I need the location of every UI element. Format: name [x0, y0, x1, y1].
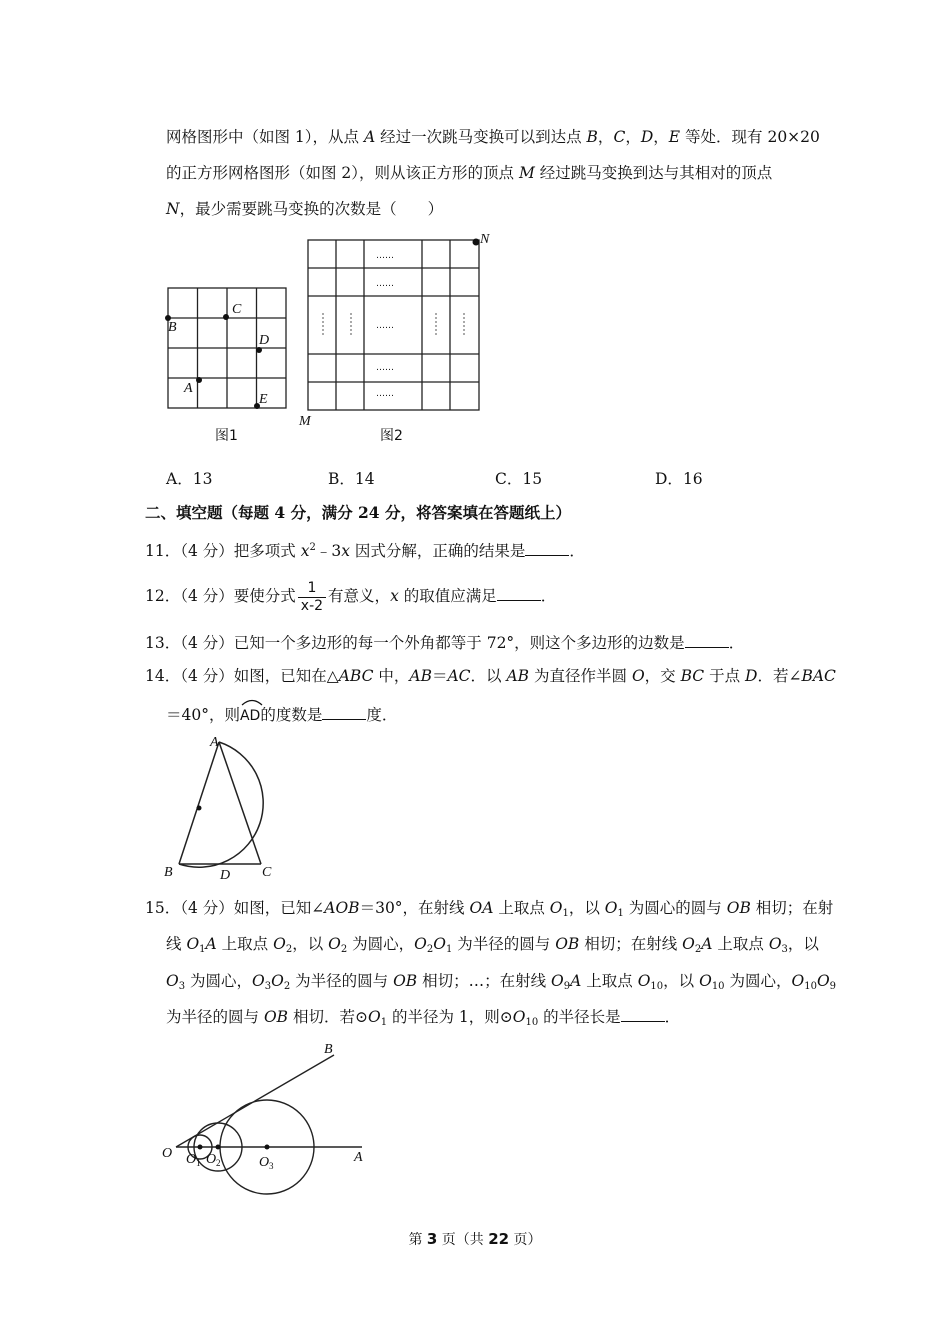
- question-15-line1: 15．（4 分）如图，已知∠AOB＝30°，在射线 OA 上取点 $O_1$，以 $O_1$ 为圆心的圆与 OB 相切；在射: [145, 899, 834, 919]
- question-15-line3: $O_3$ 为圆心，$O_3O_2$ 为半径的圆与 OB 相切；…；在射线 $O_9A$ 上取点 $O_{10}$，以 $O_{10}$ 为圆心，$O_{10}O_9$: [166, 972, 837, 992]
- svg-text:……: ……: [376, 279, 394, 289]
- question-15-line4: 为半径的圆与 OB 相切．若$⊙O_1$ 的半径为 1，则$⊙O_{10}$ 的半径长是 ．: [166, 1008, 681, 1028]
- page-number: 3: [426, 1230, 438, 1248]
- label-n: N: [480, 232, 490, 247]
- answer-blank[interactable]: [621, 1007, 665, 1022]
- option-b[interactable]: B．14: [328, 470, 375, 488]
- label-o1: O: [186, 1152, 197, 1167]
- svg-text:……: ……: [376, 363, 394, 373]
- point-a-dot: [196, 377, 202, 383]
- label-a: A: [354, 1150, 363, 1165]
- svg-text:1: 1: [196, 1158, 201, 1168]
- arc-ad: AD: [240, 702, 260, 727]
- q10-line2: 的正方形网格图形（如图 2），则从该正方形的顶点 M 经过跳马变换到达与其相对的顶点: [166, 164, 773, 182]
- label-o3: O: [259, 1155, 270, 1170]
- label-m: M: [299, 414, 311, 429]
- svg-text:2: 2: [216, 1158, 221, 1168]
- figure-1-caption: 图1: [215, 428, 238, 444]
- label-o: O: [162, 1146, 173, 1161]
- fraction: $\frac{1}{x-2}$: [298, 580, 326, 615]
- figure-2-grid: [296, 228, 498, 450]
- answer-blank[interactable]: [525, 541, 569, 556]
- answer-blank[interactable]: [497, 586, 541, 601]
- point-d: D: [640, 128, 654, 146]
- page-footer: 第 3 页（共 22 页）: [408, 1230, 542, 1248]
- label-c: C: [232, 302, 242, 317]
- label-b: B: [168, 320, 177, 335]
- label-d: D: [220, 868, 231, 883]
- figure-15-circles: [160, 1036, 375, 1201]
- point-c-dot: [223, 314, 229, 320]
- label-d: D: [259, 333, 270, 348]
- page-total: 22: [488, 1230, 510, 1248]
- question-11: 11．（4 分）把多项式 $x^2﹣3x$ 因式分解，正确的结果是 ．: [145, 542, 585, 560]
- point-n-dot: [473, 239, 480, 246]
- figure-1-grid: [160, 280, 290, 450]
- center-o-dot: [197, 806, 202, 811]
- q10-text: 网格图形中（如图 1），从点: [166, 128, 364, 146]
- q10-text: 等处．现有 20×20: [680, 128, 820, 146]
- q10-text: 经过一次跳马变换可以到达点: [375, 128, 587, 146]
- label-o2: O: [206, 1152, 217, 1167]
- point-e: E: [668, 128, 681, 146]
- svg-text:……: ……: [376, 251, 394, 261]
- question-13: 13．（4 分）已知一个多边形的每一个外角都等于 72°，则这个多边形的边数是 ．: [145, 634, 745, 652]
- point-a: A: [363, 128, 376, 146]
- point-b: B: [586, 128, 598, 146]
- point-n: N: [166, 200, 180, 218]
- label-c: C: [262, 865, 272, 880]
- label-a: A: [184, 381, 193, 396]
- figure-2-caption: 图2: [380, 428, 403, 444]
- section-2-heading: 二、填空题（每题 4 分，满分 24 分，将答案填在答题纸上）: [145, 503, 571, 522]
- svg-text:3: 3: [269, 1161, 274, 1171]
- label-a: A: [210, 735, 219, 750]
- answer-blank[interactable]: [322, 705, 366, 720]
- label-e: E: [259, 392, 268, 407]
- option-c[interactable]: C．15: [495, 470, 543, 488]
- option-a[interactable]: A．13: [166, 470, 213, 488]
- svg-text:……: ……: [376, 389, 394, 399]
- q10-line1: 网格图形中（如图 1），从点 A 经过一次跳马变换可以到达点 B，C，D，E 等处．现有 20×20: [166, 128, 820, 146]
- point-m: M: [518, 164, 535, 182]
- label-b: B: [324, 1042, 333, 1057]
- q10-line3: N，最少需要跳马变换的次数是（ ）: [166, 200, 444, 218]
- answer-blank[interactable]: [685, 633, 729, 648]
- option-d[interactable]: D．16: [655, 470, 703, 488]
- question-14-line2: ＝40°，则 AD的度数是 度．: [166, 702, 397, 727]
- question-14-line1: 14．（4 分）如图，已知在△ABC 中，AB＝AC．以 AB 为直径作半圆 O，交 BC 于点 D．若∠BAC: [145, 667, 836, 685]
- svg-text:……: ……: [376, 321, 394, 331]
- point-c: C: [613, 128, 626, 146]
- figure-14-triangle: [160, 730, 280, 886]
- question-12: 12．（4 分）要使分式 $\frac{1}{x-2}$ 有意义，x 的取值应满足 ．: [145, 579, 557, 614]
- label-b: B: [164, 865, 173, 880]
- question-15-line2: 线 $O_1A$ 上取点 $O_2$，以 $O_2$ 为圆心，$O_2O_1$ 为半径的圆与 OB 相切；在射线 $O_2A$ 上取点 $O_3$，以: [166, 935, 819, 955]
